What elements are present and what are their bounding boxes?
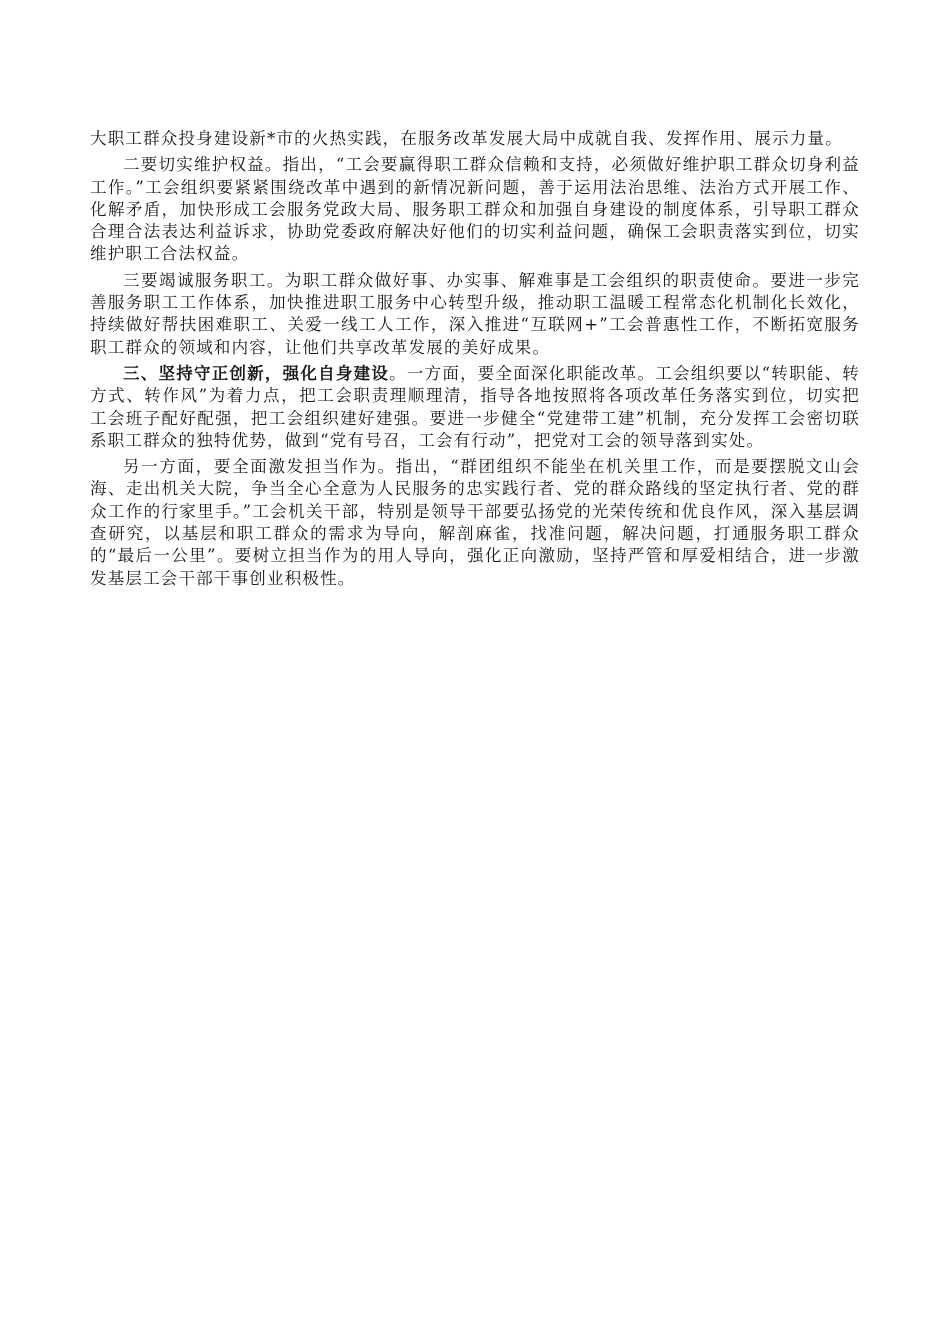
paragraph-text: 。一方面，要全面深化职能改革。工会组织要以“转职能、转方式、转作风”为着力点，把工会职责理顺理清，指导各地按照将各项改革任务落实到位，切实把工会班子配好配强，把工会组织建好建强。要进一步健全“党建带工建”机制，充分发挥工会密切联系职工群众的独特优势，做到“党有号召，工会有行动”，把党对工会的领导落到实处。: [90, 363, 860, 450]
section-heading: 三、坚持守正创新，强化自身建设: [123, 363, 390, 383]
paragraph-continuation: [90, 128, 860, 150]
paragraph-text: 大职工群众投身建设新*市的火热实践，在服务改革发展大局中成就自我、发挥作用、展示力量。: [90, 129, 843, 148]
paragraph-text: 三要竭诚服务职工。为职工群众做好事、办实事、解难事是工会组织的职责使命。要进一步完善服务职工工作体系，加快推进职工服务中心转型升级，推动职工温暖工程常态化机制化长效化，持续做好帮扶困难职工、关爱一线工人工作，深入推进“互联网+”工会普惠性工作，不断拓宽服务职工群众的领域和内容，让他们共享改革发展的美好成果。: [90, 270, 860, 357]
document-page: [90, 128, 860, 594]
paragraph-text: 二要切实维护权益。指出，“工会要赢得职工群众信赖和支持，必须做好维护职工群众切身利益工作。”工会组织要紧紧围绕改革中遇到的新情况新问题，善于运用法治思维、法治方式开展工作、化解矛盾，加快形成工会服务党政大局、服务职工群众和加强自身建设的制度体系，引导职工群众合理合法表达利益诉求，协助党委政府解决好他们的切实利益问题，确保工会职责落实到位，切实维护职工合法权益。: [90, 155, 860, 264]
paragraph-serve-workers: [90, 270, 860, 359]
paragraph-safeguard-rights: [90, 154, 860, 265]
paragraph-take-responsibility: [90, 456, 860, 590]
paragraph-section-three: [90, 363, 860, 452]
paragraph-text: 另一方面，要全面激发担当作为。指出，“群团组织不能坐在机关里工作，而是要摆脱文山会海、走出机关大院，争当全心全意为人民服务的忠实践行者、党的群众路线的坚定执行者、党的群众工作的行家里手。”工会机关干部，特别是领导干部要弘扬党的光荣传统和优良作风，深入基层调查研究，以基层和职工群众的需求为导向，解剖麻雀，找准问题，解决问题，打通服务职工群众的“最后一公里”。要树立担当作为的用人导向，强化正向激励，坚持严管和厚爱相结合，进一步激发基层工会干部干事创业积极性。: [90, 457, 860, 588]
